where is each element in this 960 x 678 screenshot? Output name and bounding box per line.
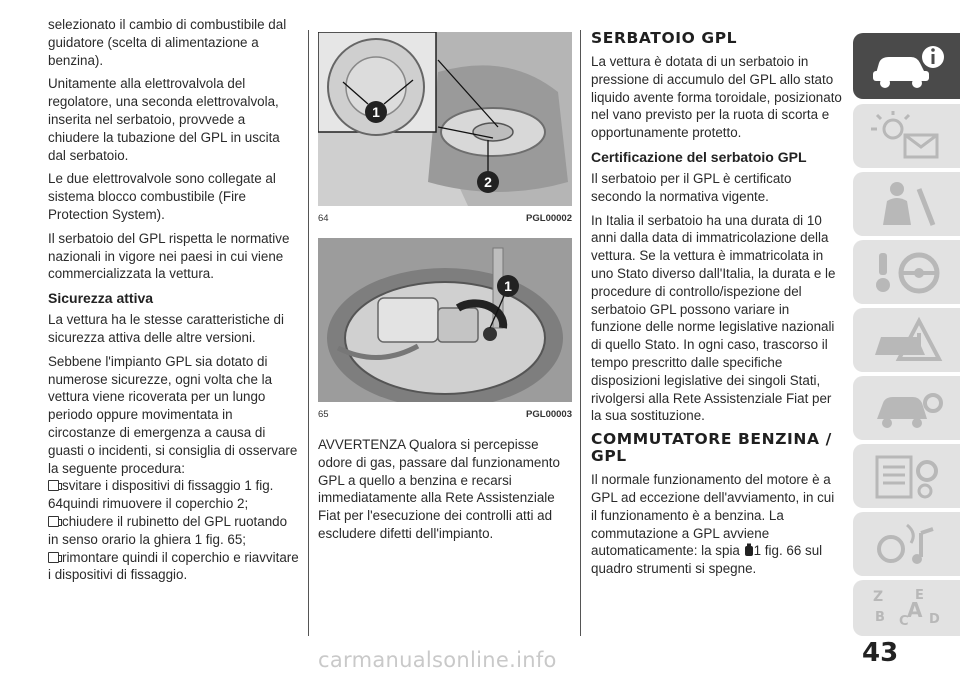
car-maintenance-icon — [867, 383, 947, 433]
page-number: 43 — [862, 638, 899, 668]
bullet-icon — [48, 516, 59, 527]
svg-text:E: E — [914, 588, 924, 603]
paragraph: Il normale funzionamento del motore è a GPL ad eccezione dell'avviamento, in cui il funzionamento è a benzina. La commutazione a GPL avviene automaticamente: la spia 1 fig. 66 sul quadro strumenti si spegne. — [591, 472, 835, 577]
bullet-icon — [48, 552, 59, 563]
paragraph: Le due elettrovalvole sono collegate al sistema blocco combustibile (Fire Protection System). — [48, 171, 276, 222]
key-steering-wheel-icon — [867, 247, 947, 297]
subheading-sicurezza: Sicurezza attiva — [48, 290, 154, 307]
airbag-seatbelt-icon — [867, 179, 947, 229]
lpg-warning-light-icon — [744, 543, 754, 557]
tab-starting-driving[interactable] — [853, 240, 960, 304]
paragraph: La vettura è dotata di un serbatoio in pressione di accumulo del GPL allo stato liquido avente forma toroidale, posizionato nel vano previsto per la ruota di scorta e opportunamente protetto. — [591, 54, 842, 141]
callout-1: 1 — [504, 278, 512, 294]
column-divider — [580, 30, 581, 636]
lpg-valve-illustration — [318, 238, 572, 402]
paragraph: Il serbatoio del GPL rispetta le normative nazionali in vigore nei paesi in cui viene commercializzata la vettura. — [48, 230, 290, 282]
emergency-car-icon — [867, 315, 947, 365]
paragraph: selezionato il cambio di combustibile dal guidatore (scelta di alimentazione a benzina). — [48, 17, 287, 68]
section-heading-serbatoio: SERBATOIO GPL — [591, 29, 738, 47]
trunk-cover-illustration — [318, 32, 572, 206]
list-item: svitare i dispositivi di fissaggio 1 fig. 64quindi rimuovere il coperchio 2; — [48, 478, 274, 512]
figure-64-image — [318, 32, 572, 206]
tab-multimedia[interactable] — [853, 512, 960, 576]
procedure-list — [48, 477, 300, 584]
text-column-1 — [48, 16, 300, 584]
tab-safety[interactable] — [853, 172, 960, 236]
text-column-2 — [318, 32, 572, 549]
paragraph: Sebbene l'impianto GPL sia dotato di numerose sicurezze, ogni volta che la vettura viene ricoverata per un lungo periodo oppure movimentata in circostanze di emergenza a causa di guasti o incidenti, si consiglia di osservare la seguente procedura: — [48, 353, 298, 476]
figure-number: 64 — [318, 213, 329, 224]
figure-64-caption — [318, 206, 572, 224]
column-divider — [308, 30, 309, 636]
svg-text:Z: Z — [872, 589, 883, 605]
alphabetical-index-icon — [867, 583, 947, 633]
tab-car-info[interactable] — [853, 33, 960, 99]
figure-code: PGL00002 — [526, 213, 572, 224]
tab-index[interactable] — [853, 580, 960, 636]
tab-technical-data[interactable] — [853, 444, 960, 508]
figure-number: 65 — [318, 409, 329, 420]
warning-lights-icon — [867, 111, 947, 161]
paragraph: La vettura ha le stesse caratteristiche di sicurezza attiva delle altre versioni. — [48, 312, 284, 345]
paragraph: Unitamente alla elettrovalvola del regolatore, una seconda elettrovalvola, inserita nel serbatoio, provvede a chiudere la tubazione del GPL in uscita dal serbatoio. — [48, 76, 280, 163]
list-item: chiudere il rubinetto del GPL ruotando in senso orario la ghiera 1 fig. 65; — [48, 513, 288, 547]
figure-65-caption — [318, 402, 572, 420]
paragraph: In Italia il serbatoio ha una durata di 10 anni dalla data di immatricolazione della vettura. Se la vettura è immatricolata in uno Stato diverso dall'Italia, la durata e le procedure di controllo/ispezione del serbatoio GPL possono variare in funzione delle norme legislative nazionali di quello Stato. In ogni caso, trascorso il tempo prescritto dalle specifiche disposizioni legislative dei singoli Stati, rivolgersi alla Rete Assistenziale Fiat per la sua sostituzione. — [591, 212, 836, 424]
car-info-icon — [867, 43, 947, 89]
svg-text:A: A — [906, 598, 922, 622]
tab-maintenance[interactable] — [853, 376, 960, 440]
figure-code: PGL00003 — [526, 409, 572, 420]
callout-1: 1 — [372, 104, 380, 120]
svg-text:B: B — [874, 610, 885, 625]
list-item: rimontare quindi il coperchio e riavvitare i dispositivi di fissaggio. — [48, 549, 299, 583]
svg-text:C: C — [898, 614, 909, 629]
section-heading-commutatore: COMMUTATORE BENZINA / GPL — [591, 430, 832, 466]
svg-text:D: D — [928, 612, 940, 627]
watermark: carmanualsonline.info — [318, 648, 557, 672]
text-column-3 — [591, 30, 843, 584]
checklist-gear-icon — [867, 451, 947, 501]
tab-emergency[interactable] — [853, 308, 960, 372]
multimedia-icon — [867, 519, 947, 569]
figure-65-image — [318, 238, 572, 402]
callout-2: 2 — [484, 174, 492, 190]
tab-dashboard-lights[interactable] — [853, 104, 960, 168]
paragraph: Il serbatoio per il GPL è certificato secondo la normativa vigente. — [591, 170, 792, 204]
subheading-certificazione: Certificazione del serbatoio GPL — [591, 148, 807, 165]
bullet-icon — [48, 480, 59, 491]
warning-paragraph: AVVERTENZA Qualora si percepisse odore di gas, passare dal funzionamento GPL a quello a benzina e recarsi immediatamente alla Rete Assistenziale Fiat per l'esecuzione dei controlli atti ad escludere difetti dell'impianto. — [318, 437, 560, 541]
